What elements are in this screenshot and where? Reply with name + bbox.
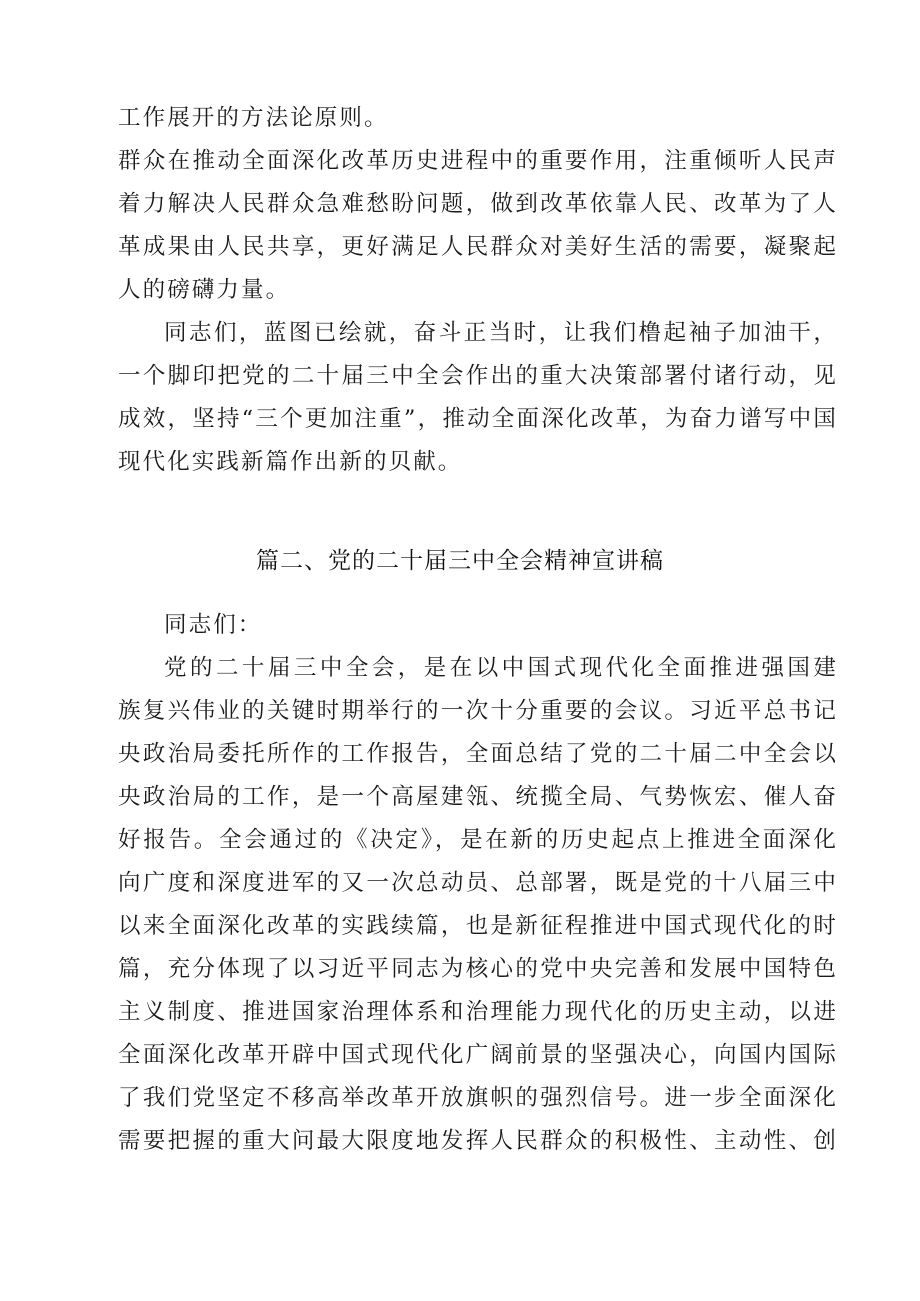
section-title: 篇二、党的二十届三中全会精神宣讲稿 bbox=[256, 548, 664, 574]
text-line: 党的二十届三中全会，是在以中国式现代化全面推进强国建 bbox=[164, 655, 838, 681]
text-line: 族复兴伟业的关键时期举行的一次十分重要的会议。习近平总书记 bbox=[118, 698, 838, 724]
text-line: 央政治局的工作，是一个高屋建瓴、统揽全局、气势恢宏、催人奋 bbox=[118, 784, 838, 810]
text-line: 工作展开的方法论原则。 bbox=[118, 105, 389, 131]
text-line: 着力解决人民群众急难愁盼问题，做到改革依靠人民、改革为了人 bbox=[118, 191, 838, 217]
text-line: 需要把握的重大问最大限度地发挥人民群众的积极性、主动性、创 bbox=[118, 1128, 838, 1154]
text-line: 好报告。全会通过的《决定》，是在新的历史起点上推进全面深化 bbox=[118, 827, 838, 853]
text-line: 现代化实践新篇作出新的贝献。 bbox=[118, 449, 463, 475]
text-line: 同志们，蓝图已绘就，奋斗正当时，让我们橹起袖子加油干， bbox=[164, 320, 838, 346]
text-line: 了我们党坚定不移高举改革开放旗帜的强烈信号。进一步全面深化 bbox=[118, 1085, 838, 1111]
text-line: 篇，充分体现了以习近平同志为核心的党中央完善和发展中国特色 bbox=[118, 956, 838, 982]
text-line: 群众在推动全面深化改革历史进程中的重要作用，注重倾听人民声 bbox=[118, 148, 838, 174]
text-line: 一个脚印把党的二十届三中全会作出的重大决策部署付诸行动，见 bbox=[118, 363, 838, 389]
text-line: 以来全面深化改革的实践续篇，也是新征程推进中国式现代化的时 bbox=[118, 913, 838, 939]
text-line: 成效，坚持“三个更加注重”，推动全面深化改革，为奋力谱写中国 bbox=[118, 406, 838, 432]
salutation: 同志们： bbox=[164, 612, 263, 638]
text-line: 主义制度、推进国家治理体系和治理能力现代化的历史主动，以进 bbox=[118, 999, 838, 1025]
text-line: 向广度和深度进军的又一次总动员、总部署，既是党的十八届三中 bbox=[118, 870, 838, 896]
text-line: 央政治局委托所作的工作报告，全面总结了党的二十届二中全会以 bbox=[118, 741, 838, 767]
text-line: 全面深化改革开辟中国式现代化广阔前景的坚强决心，向国内国际 bbox=[118, 1042, 838, 1068]
text-line: 革成果由人民共享，更好满足人民群众对美好生活的需要，凝聚起 bbox=[118, 234, 838, 260]
text-line: 人的磅礴力量。 bbox=[118, 277, 291, 303]
